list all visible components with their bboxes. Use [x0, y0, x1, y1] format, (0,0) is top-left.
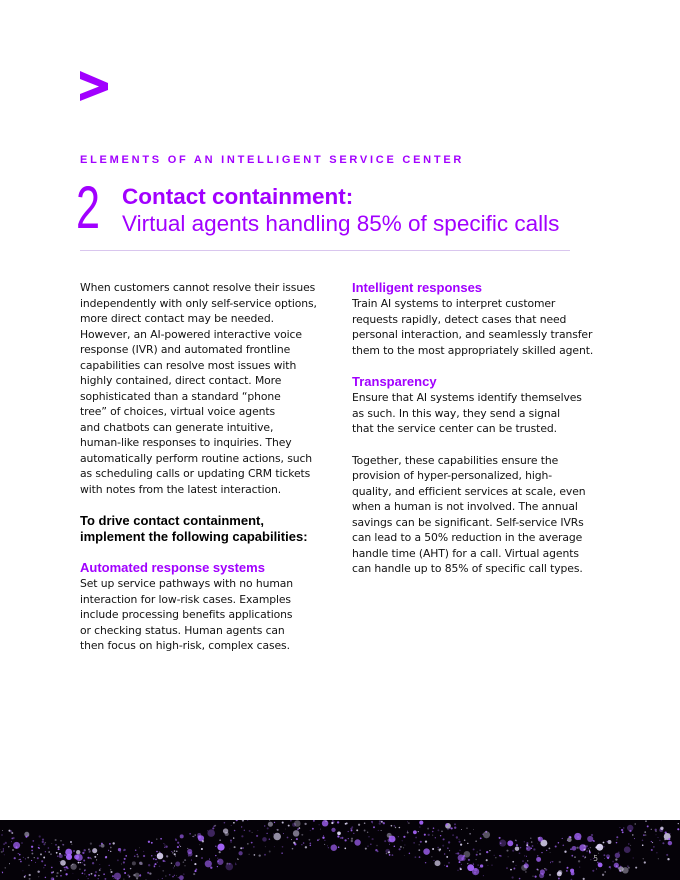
intelligent-responses-text: Train AI systems to interpret customer requests rapidly, detect cases that need personal interaction, and seamlessly transfer them to the most appropriately skilled agent.: [352, 297, 594, 357]
page-title: Contact containment:: [122, 184, 354, 209]
page-subtitle: Virtual agents handling 85% of specific calls: [122, 211, 560, 236]
divider: [80, 250, 570, 251]
capabilities-heading: To drive contact containment, implement the following capabilities:: [80, 513, 308, 544]
intelligent-responses-heading: Intelligent responses: [352, 280, 483, 295]
page-number: 5: [593, 854, 598, 863]
brand-logo-icon: [80, 71, 110, 101]
footer-band: [0, 820, 680, 880]
transparency-heading: Transparency: [352, 374, 437, 389]
transparency-text: Ensure that AI systems identify themselves as such. In this way, they send a signal that the service center can be trusted.: [352, 391, 582, 435]
intro-paragraph: When customers cannot resolve their issues independently with only self-service options, more direct contact may be needed. However, an AI-powered interactive voice response (IVR) and automated frontline capabilities can resolve most issues with highly contained, direct contact. More sophisticated than a standard “phone tree” of choices, virtual voice agents and chatbots can generate intuitive, human-like responses to inquiries. They automatically perform routine actions, such as scheduling calls or updating CRM tickets with notes from the latest interaction.: [80, 281, 317, 496]
right-column: [352, 280, 608, 577]
footer-dot-wave-art: [0, 820, 680, 880]
automated-response-heading: Automated response systems: [80, 560, 265, 575]
automated-response-text: Set up service pathways with no human interaction for low-risk cases. Examples include processing benefits applications or checking status. Human agents can then focus on high-risk, complex cases.: [80, 577, 294, 652]
left-column: [80, 280, 332, 654]
section-eyebrow: ELEMENTS OF AN INTELLIGENT SERVICE CENTER: [80, 154, 465, 166]
conclusion-paragraph: Together, these capabilities ensure the provision of hyper-personalized, high- quality, and efficient services at scale, even when a human is not involved. The annual savings can be significant. Self-service IVRs can lead to a 50% reduction in the average handle time (AHT) for a call. Virtual agents can handle up to 85% of specific call types.: [352, 453, 586, 575]
section-number: 2: [76, 174, 101, 241]
